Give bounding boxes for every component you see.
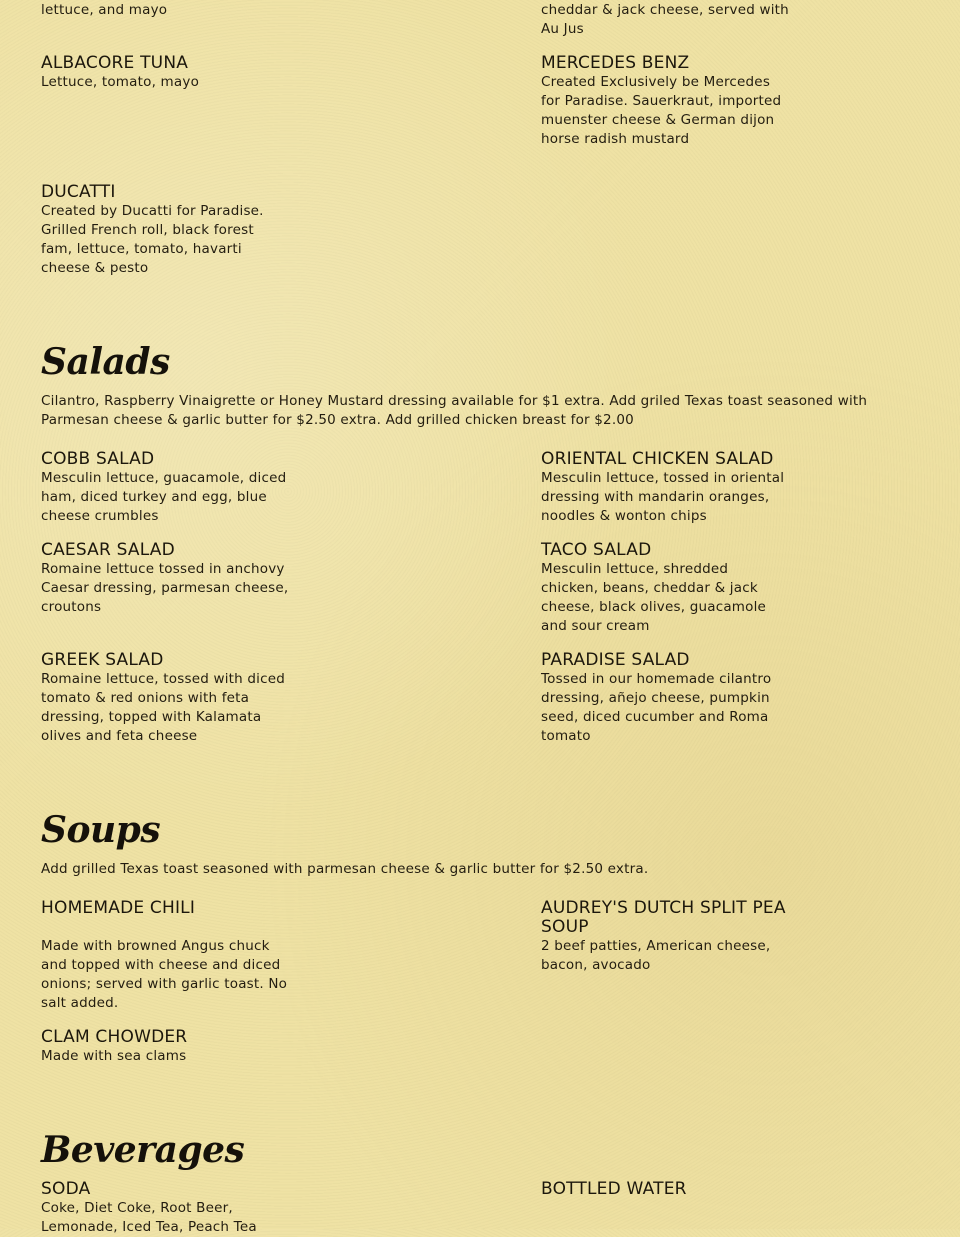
item-description: Mesculin lettuce, shredded chicken, beans, cheddar & jack cheese, black olives, guacamole and sour cream: [541, 561, 767, 634]
item-description: lettuce, and mayo: [41, 2, 168, 18]
item-name: DUCATTI: [41, 182, 116, 202]
item-description: cheddar & jack cheese, served with Au Jus: [541, 2, 789, 37]
menu-item-caesar-salad: [41, 541, 293, 617]
item-name: ORIENTAL CHICKEN SALAD: [541, 449, 774, 469]
menu-item-homemade-chili: [41, 899, 297, 1013]
item-description: Mesculin lettuce, guacamole, diced ham, diced turkey and egg, blue cheese crumbles: [41, 470, 287, 524]
item-name: HOMEMADE CHILI: [41, 898, 196, 918]
section-title-salads: Salads: [41, 341, 170, 383]
item-description: Tossed in our homemade cilantro dressing, añejo cheese, pumpkin seed, diced cucumber and Roma tomato: [541, 671, 772, 744]
item-name: CLAM CHOWDER: [41, 1027, 188, 1047]
menu-item-clam-chowder: [41, 1028, 293, 1066]
item-name: MERCEDES BENZ: [541, 53, 690, 73]
menu-item-partial-left: [41, 1, 293, 20]
menu-item-audreys-split-pea-soup: [541, 899, 791, 975]
section-title-soups: Soups: [41, 809, 161, 851]
item-name: TACO SALAD: [541, 540, 652, 560]
menu-item-paradise-salad: [541, 651, 791, 746]
menu-item-oriental-chicken-salad: [541, 450, 791, 526]
menu-item-greek-salad: [41, 651, 293, 746]
menu-item-mercedes-benz: [541, 54, 793, 149]
item-description: Made with sea clams: [41, 1048, 187, 1064]
item-description: Made with browned Angus chuck and topped with cheese and diced onions; served with garlic toast. No salt added.: [41, 938, 288, 1011]
item-name: CAESAR SALAD: [41, 540, 175, 560]
item-description: Lettuce, tomato, mayo: [41, 74, 200, 90]
menu-item-bottled-water: [541, 1180, 793, 1199]
item-description: Romaine lettuce tossed in anchovy Caesar dressing, parmesan cheese, croutons: [41, 561, 289, 615]
item-name: AUDREY'S DUTCH SPLIT PEA SOUP: [541, 898, 786, 937]
menu-item-taco-salad: [541, 541, 787, 636]
item-description: Created by Ducatti for Paradise. Grilled French roll, black forest fam, lettuce, tomato, havarti cheese & pesto: [41, 203, 264, 276]
item-description: Coke, Diet Coke, Root Beer, Lemonade, Iced Tea, Peach Tea: [41, 1200, 257, 1235]
menu-item-albacore-tuna: [41, 54, 293, 92]
item-description: Mesculin lettuce, tossed in oriental dressing with mandarin oranges, noodles & wonton chips: [541, 470, 785, 524]
section-title-beverages: Beverages: [41, 1129, 245, 1171]
item-name: PARADISE SALAD: [541, 650, 690, 670]
item-description: Created Exclusively be Mercedes for Paradise. Sauerkraut, imported muenster cheese & German dijon horse radish mustard: [541, 74, 782, 147]
menu-item-ducatti: [41, 183, 281, 278]
section-note-salads: Cilantro, Raspberry Vinaigrette or Honey Mustard dressing available for $1 extra. Add griled Texas toast seasoned with Parmesan cheese & garlic butter for $2.50 extra. Add grilled chicken breast for $2.00: [41, 393, 868, 428]
section-note-soups: Add grilled Texas toast seasoned with parmesan cheese & garlic butter for $2.50 extra.: [41, 861, 649, 877]
menu-item-soda: [41, 1180, 281, 1237]
item-name: GREEK SALAD: [41, 650, 164, 670]
item-description: Romaine lettuce, tossed with diced tomato & red onions with feta dressing, topped with Kalamata olives and feta cheese: [41, 671, 286, 744]
item-name: ALBACORE TUNA: [41, 53, 189, 73]
item-name: COBB SALAD: [41, 449, 155, 469]
item-name: BOTTLED WATER: [541, 1179, 687, 1199]
item-description: 2 beef patties, American cheese, bacon, avocado: [541, 938, 771, 973]
menu-item-partial-right: [541, 1, 793, 39]
item-name: SODA: [41, 1179, 91, 1199]
menu-item-cobb-salad: [41, 450, 293, 526]
